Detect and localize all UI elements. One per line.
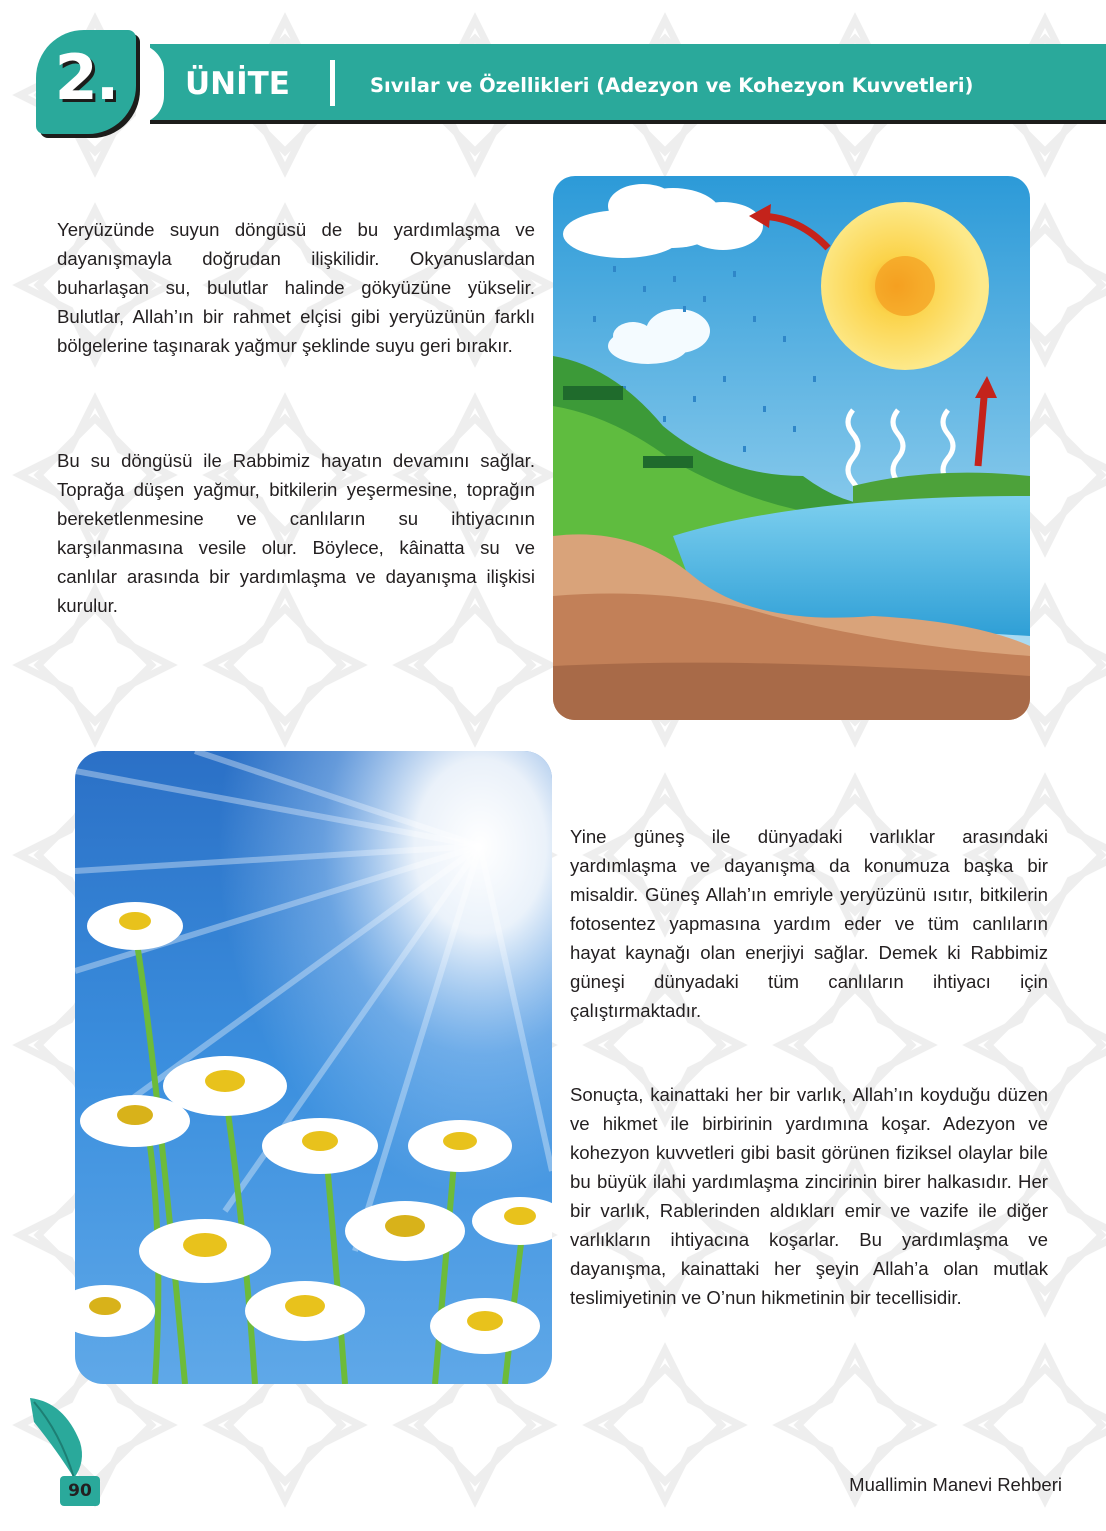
unit-label: ÜNİTE xyxy=(185,66,290,102)
paragraph-conclusion: Sonuçta, kainattaki her bir varlık, Allah’ın koyduğu düzen ve hikmet ile birbirinin yardımına koşar. Adezyon ve kohezyon kuvvetleri gibi basit görünen fiziksel olaylar bile bu büyük ilahi yardımlaşma zincirinin birer halkasıdır. Her bir varlık, Rablerinden aldıkları emir ve vazife ile diğer varlıkların ihtiyacına koşarlar. Bu yardımlaşma ve dayanışma, kainattaki her şeyin Allah’a olan mutlak teslimiyetinin ve O’nun hikmetinin bir tecellisidir. xyxy=(570,1084,1048,1308)
paragraph-water-cycle-life: Bu su döngüsü ile Rabbimiz hayatın devamını sağlar. Toprağa düşen yağmur, bitkilerin yeşermesine, toprağın bereketlenmesine ve canlıların su ihtiyacının karşılanmasına vesile olur. Böylece, kâinatta su ve canlılar arasında bir yardımlaşma ve dayanışma ilişkisi kurulur. xyxy=(57,450,535,616)
unit-title: Sıvılar ve Özellikleri (Adezyon ve Kohezyon Kuvvetleri) xyxy=(370,74,974,97)
page-number: 90 xyxy=(68,1481,92,1501)
water-cycle-illustration xyxy=(553,176,1030,720)
unit-number: 2. xyxy=(54,41,118,114)
paragraph-water-cycle-intro: Yeryüzünde suyun döngüsü de bu yardımlaşma ve dayanışmayla doğrudan ilişkilidir. Okyanuslardan buharlaşan su, bulutlar halinde gökyüzüne yükselir. Bulutlar, Allah’ın bir rahmet elçisi gibi yeryüzünün farklı bölgelerine taşınarak yağmur şeklinde suyu geri bırakır. xyxy=(57,219,535,356)
unit-header xyxy=(0,0,1106,150)
daisies-sunlight-photo xyxy=(75,751,552,1384)
book-title: Muallimin Manevi Rehberi xyxy=(849,1474,1062,1495)
header-divider xyxy=(330,60,335,106)
paragraph-sun: Yine güneş ile dünyadaki varlıklar arasındaki yardımlaşma ve dayanışma da konumuza başka bir misaldir. Güneş Allah’ın emriyle yeryüzünü ısıtır, bitkilerin fotosentez yapmasına yardım eder ve tüm canlıların hayat kaynağı olan enerjiyi sağlar. Demek ki Rabbimiz güneşi dünyadaki tüm canlıların ihtiyacı için çalıştırmaktadır. xyxy=(570,826,1048,1021)
